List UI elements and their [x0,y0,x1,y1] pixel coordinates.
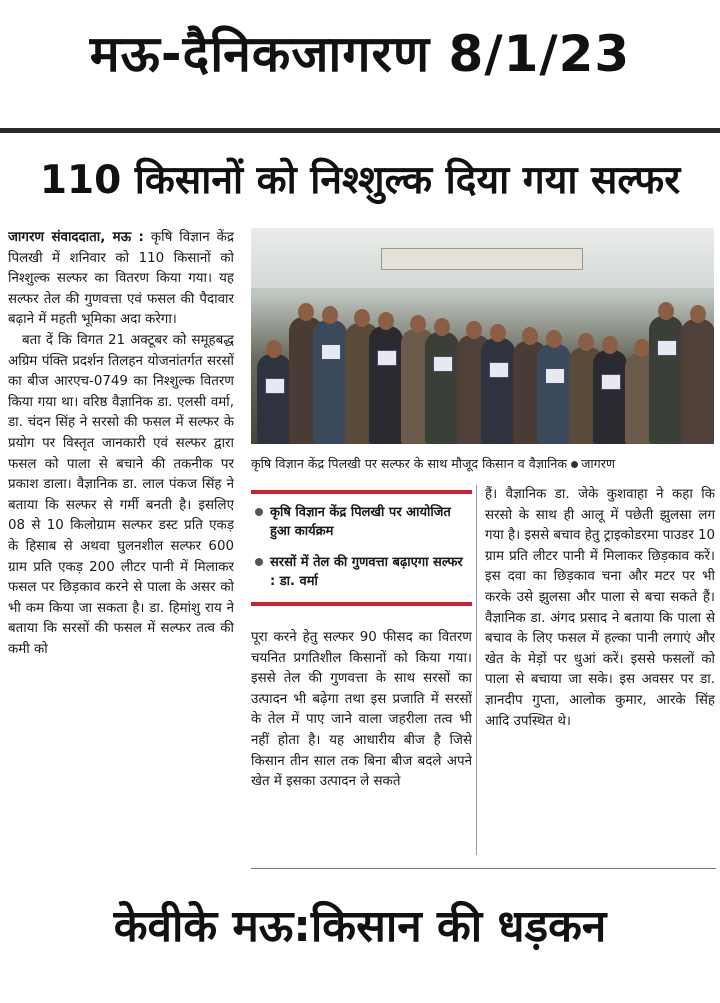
photo-banner [381,248,583,270]
photo-person-head [410,315,426,333]
highlight-item [253,503,472,541]
article-column-2: पूरा करने हेतु सल्फर 90 फीसद का वितरण चयनित प्रगतिशील किसानों को किया गया। इससे तेल की गुणवत्ता के साथ सरसों का उत्पादन भी बढ़ेगा तथा इस प्रजाति में सरसों के तेल में पाए जाने वाला जहरीला तत्व भी नहीं होता है। यह आधारीय बीज है जिसे किसान तीन साल तक बिना बीज बदले अपने खेत में इसका उत्पादन ले सकते [251,630,472,790]
photo-person-head [546,330,562,348]
photo-person [313,320,347,444]
clipping-footer [0,882,720,1003]
photo-person [369,326,403,444]
photo-person [425,332,459,444]
photo-person-head [658,302,674,320]
column-divider [476,485,477,855]
bullet-icon [255,558,263,566]
photo-person [593,350,627,444]
highlight-text: सरसों में तेल की गुणवत्ता बढ़ाएगा सल्फर : डा. वर्मा [270,555,463,589]
photo-booklet [657,340,677,356]
article-headline: 110 किसानों को निश्शुल्क दिया गया सल्फर [39,158,681,203]
article-paragraph: बता दें कि विगत 21 अक्टूबर को समूहबद्ध अग्रिम पंक्ति प्रदर्शन तिलहन योजनांतर्गत सरसों का बीज आरएच-0749 का निश्शुल्क वितरण किया गया था। वरिष्ठ वैज्ञानिक डा. एलसी वर्मा, डा. चंदन सिंह ने सरसो की फसल में सल्फर के प्रयोग पर विस्तृत जानकारी एवं सल्फर द्वारा फसल को पाला से बचाने की तकनीक पर प्रकाश डाला। वैज्ञानिक डा. लाल पंकज सिंह ने बताया कि सल्फर से गर्मी बनती है। इसलिए 08 से 10 किलोग्राम सल्फर डस्ट प्रति एकड़ के हिसाब से अथवा घुलनशील सल्फर 600 ग्राम प्रति एकड़ 200 लीटर पानी में मिलाकर फसल पर छिड़काव करने से पाला के असर को भी कम किया जा सकता है। डा. हिमांशु राय ने बताया कि सरसों की फसल में सल्फर तत्व की कमी को [8,332,234,657]
photo-booklet [545,368,565,384]
photo-booklet [321,344,341,360]
source-date-title: मऊ-दैनिकजागरण 8/1/23 [89,25,631,83]
footer-title: केवीके मऊ:किसान की धड़कन [113,901,607,952]
article-column-3: हैं। वैज्ञानिक डा. जेके कुशवाहा ने कहा कि सरसो के साथ ही आलू में पछेती झुलसा लग गया है। इससे बचाव हेतु ट्राइकोडरमा पाउडर 10 ग्राम प्रति लीटर पानी में मिलाकर छिड़काव करें। इस दवा का छिड़काव चना और मटर पर भी करके उसे झुलसा और पाला से बचा सकते हैं। वैज्ञानिक डा. अंगद प्रसाद ने बताया कि पाला से बचाव के लिए फसल में हल्का पानी लगाएं और खेत के मेड़ों पर धुआं करें। इससे फसलों को पाला से बचाया जा सके। इस अवसर पर डा. ज्ञानदीप गुप्ता, आलोक कुमार, आरके सिंह आदि उपस्थित थे। [485,487,715,729]
photo-person-head [322,306,338,324]
photo-person-head [522,327,538,345]
photo-person-head [298,303,314,321]
caption-credit: जागरण [581,456,616,471]
photo-person-head [490,324,506,342]
header-divider [0,128,720,133]
photo-caption [251,455,714,473]
photo-crowd [251,294,714,444]
photo-person-head [434,318,450,336]
photo-person-head [354,309,370,327]
photo-person [481,338,515,444]
highlight-text: कृषि विज्ञान केंद्र पिलखी पर आयोजित हुआ कार्यक्रम [270,505,451,539]
photo-person [257,354,291,444]
photo-person-head [466,321,482,339]
photo-person-head [602,336,618,354]
highlight-box-top-rule [251,490,472,494]
article-photo [251,228,714,444]
photo-person [537,344,571,444]
highlight-box-bottom-rule [251,602,472,606]
photo-booklet [489,362,509,378]
photo-booklet [377,350,397,366]
photo-booklet [265,378,285,394]
caption-text: कृषि विज्ञान केंद्र पिलखी पर सल्फर के साथ मौजूद किसान व वैज्ञानिक [251,456,568,471]
photo-person [649,316,683,444]
photo-person-head [378,312,394,330]
photo-booklet [433,356,453,372]
photo-person-head [690,305,706,323]
article-column-1 [8,228,234,858]
photo-booklet [601,374,621,390]
bullet-icon [255,508,263,516]
photo-person-head [266,340,282,358]
article-intro: कृषि विज्ञान केंद्र पिलखी में शनिवार को 110 किसानों को निश्शुल्क सल्फर का वितरण किया गया। यह सल्फर तेल की गुणवत्ता एवं फसल की पैदावार बढ़ाने में महती भूमिका अदा करेगा। [8,230,234,328]
photo-person-head [634,339,650,357]
byline: जागरण संवाददाता, मऊ : [8,230,144,245]
highlight-item [253,553,472,591]
article-bottom-rule [251,868,716,869]
photo-person-head [578,333,594,351]
clipping-header [0,0,720,125]
highlight-box [253,503,472,603]
photo-person [681,319,714,444]
caption-dot-icon [571,461,578,468]
